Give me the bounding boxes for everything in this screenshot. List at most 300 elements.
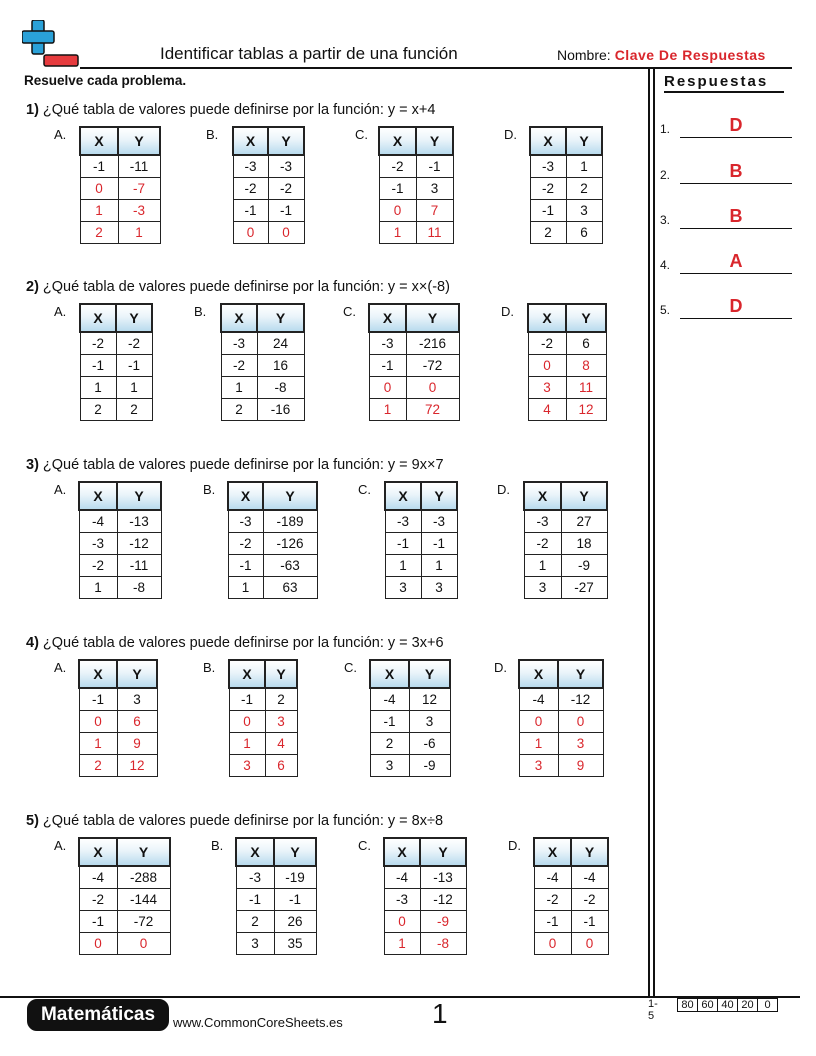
y-cell: 2 <box>116 399 152 421</box>
y-cell: -1 <box>268 200 304 222</box>
table-row <box>221 377 304 399</box>
x-cell: 3 <box>524 577 561 599</box>
answer-number: 1. <box>660 122 671 136</box>
question-text <box>26 635 444 651</box>
table-row <box>80 355 152 377</box>
x-cell: -4 <box>519 688 558 711</box>
table-row <box>221 399 304 421</box>
answer-value: D <box>729 296 743 316</box>
x-cell: -1 <box>379 178 416 200</box>
x-cell: -4 <box>79 510 117 533</box>
x-header: X <box>385 482 421 510</box>
value-table <box>78 837 171 955</box>
x-cell: -1 <box>233 200 268 222</box>
x-cell: 0 <box>384 911 420 933</box>
table-row <box>228 510 317 533</box>
table-row <box>384 866 466 889</box>
y-cell: -1 <box>274 889 316 911</box>
table-row <box>79 555 161 577</box>
x-cell: 0 <box>80 178 118 200</box>
answer-line <box>680 228 792 229</box>
option-label: A. <box>54 838 67 853</box>
x-cell: 1 <box>519 733 558 755</box>
y-cell: 11 <box>566 377 606 399</box>
option-label: C. <box>358 838 371 853</box>
answer-row <box>660 115 792 138</box>
y-cell: 1 <box>118 222 160 244</box>
x-cell: -2 <box>524 533 561 555</box>
option-label: D. <box>508 838 521 853</box>
y-cell: -2 <box>571 889 608 911</box>
x-cell: 1 <box>524 555 561 577</box>
question-text <box>26 813 443 829</box>
option-label: D. <box>504 127 517 142</box>
y-cell: -8 <box>257 377 304 399</box>
y-cell: 1 <box>566 155 602 178</box>
y-header: Y <box>571 838 608 866</box>
option-label: A. <box>54 660 67 675</box>
y-cell: 2 <box>566 178 602 200</box>
answer-number: 3. <box>660 213 671 227</box>
option-label: A. <box>54 482 67 497</box>
y-cell: 12 <box>117 755 157 777</box>
value-table <box>79 303 153 421</box>
question-number: 1) <box>26 102 39 118</box>
x-cell: -1 <box>534 911 571 933</box>
divider-line <box>653 68 655 996</box>
table-header-row <box>79 482 161 510</box>
y-cell: 3 <box>566 200 602 222</box>
table-row <box>236 866 316 889</box>
x-header: X <box>80 127 118 155</box>
table-header-row <box>221 304 304 332</box>
x-cell: -1 <box>228 555 263 577</box>
y-cell: 11 <box>416 222 453 244</box>
table-row <box>229 755 297 777</box>
option-label: D. <box>494 660 507 675</box>
x-cell: 2 <box>530 222 566 244</box>
answer-number: 4. <box>660 258 671 272</box>
x-header: X <box>229 660 265 688</box>
site-url: www.CommonCoreSheets.es <box>173 1015 343 1030</box>
table-row <box>519 755 603 777</box>
table-row <box>534 933 608 955</box>
table-row <box>379 200 453 222</box>
x-cell: -2 <box>221 355 257 377</box>
answer-number: 5. <box>660 303 671 317</box>
y-header: Y <box>117 482 161 510</box>
y-cell: -72 <box>117 911 170 933</box>
value-table <box>227 481 318 599</box>
x-cell: -4 <box>79 866 117 889</box>
table-row <box>385 577 457 599</box>
x-cell: -1 <box>385 533 421 555</box>
y-cell: 3 <box>421 577 457 599</box>
option-label: C. <box>355 127 368 142</box>
x-cell: 1 <box>384 933 420 955</box>
y-cell: 0 <box>406 377 459 399</box>
table-row <box>384 889 466 911</box>
x-header: X <box>530 127 566 155</box>
x-cell: 2 <box>221 399 257 421</box>
x-cell: -1 <box>80 355 116 377</box>
table-row <box>519 711 603 733</box>
x-cell: -4 <box>370 688 409 711</box>
y-cell: -63 <box>263 555 317 577</box>
x-cell: 1 <box>369 399 406 421</box>
answer-line <box>680 318 792 319</box>
y-cell: -189 <box>263 510 317 533</box>
x-header: X <box>369 304 406 332</box>
name-value: Clave De Respuestas <box>614 47 766 63</box>
question-number: 3) <box>26 457 39 473</box>
table-row <box>524 510 607 533</box>
question-number: 5) <box>26 813 39 829</box>
x-cell: -2 <box>79 889 117 911</box>
table-row <box>79 911 170 933</box>
x-cell: -3 <box>233 155 268 178</box>
y-cell: 8 <box>566 355 606 377</box>
question-text <box>26 102 435 118</box>
x-cell: -1 <box>79 911 117 933</box>
answer-number: 2. <box>660 168 671 182</box>
name-field <box>557 47 766 63</box>
table-row <box>229 688 297 711</box>
score-cell: 40 <box>717 999 737 1011</box>
x-header: X <box>80 304 116 332</box>
table-header-row <box>530 127 602 155</box>
table-row <box>384 933 466 955</box>
y-cell: -3 <box>118 200 160 222</box>
x-cell: -2 <box>79 555 117 577</box>
table-header-row <box>370 660 450 688</box>
table-row <box>233 155 304 178</box>
x-cell: -3 <box>385 510 421 533</box>
x-cell: -2 <box>80 332 116 355</box>
table-row <box>80 200 160 222</box>
table-row <box>385 533 457 555</box>
x-cell: 2 <box>80 222 118 244</box>
y-cell: -8 <box>420 933 466 955</box>
x-cell: -1 <box>530 200 566 222</box>
table-row <box>80 377 152 399</box>
x-cell: -2 <box>528 332 566 355</box>
y-cell: -11 <box>118 155 160 178</box>
score-cell: 0 <box>757 999 777 1011</box>
y-header: Y <box>274 838 316 866</box>
y-cell: -8 <box>117 577 161 599</box>
y-header: Y <box>257 304 304 332</box>
x-cell: -3 <box>79 533 117 555</box>
y-cell: 1 <box>116 377 152 399</box>
table-row <box>79 866 170 889</box>
table-header-row <box>379 127 453 155</box>
x-cell: -3 <box>530 155 566 178</box>
y-cell: 12 <box>409 688 450 711</box>
x-cell: -4 <box>384 866 420 889</box>
y-cell: -6 <box>409 733 450 755</box>
x-header: X <box>524 482 561 510</box>
y-cell: -126 <box>263 533 317 555</box>
y-cell: -13 <box>420 866 466 889</box>
x-cell: 3 <box>370 755 409 777</box>
x-cell: -3 <box>384 889 420 911</box>
table-row <box>524 555 607 577</box>
y-cell: 24 <box>257 332 304 355</box>
table-row <box>80 178 160 200</box>
y-cell: -1 <box>416 155 453 178</box>
x-cell: -3 <box>236 866 274 889</box>
table-row <box>79 688 157 711</box>
value-table <box>369 659 451 777</box>
question-text <box>26 457 444 473</box>
question-prompt: ¿Qué tabla de valores puede definirse por la función: y = 3x+6 <box>42 635 444 651</box>
y-cell: 0 <box>558 711 603 733</box>
table-row <box>385 555 457 577</box>
x-cell: -1 <box>79 688 117 711</box>
question-prompt: ¿Qué tabla de valores puede definirse por la función: y = 8x÷8 <box>42 813 444 829</box>
table-row <box>534 911 608 933</box>
x-cell: 3 <box>229 755 265 777</box>
y-cell: 63 <box>263 577 317 599</box>
x-header: X <box>528 304 566 332</box>
y-cell: 3 <box>558 733 603 755</box>
table-row <box>385 510 457 533</box>
table-row <box>233 200 304 222</box>
x-cell: -2 <box>530 178 566 200</box>
answer-value: D <box>729 115 743 135</box>
y-cell: -3 <box>421 510 457 533</box>
table-row <box>236 933 316 955</box>
x-cell: 1 <box>221 377 257 399</box>
y-header: Y <box>268 127 304 155</box>
table-row <box>79 755 157 777</box>
question-prompt: ¿Qué tabla de valores puede definirse por la función: y = x+4 <box>42 102 436 118</box>
table-row <box>530 222 602 244</box>
option-label: C. <box>343 304 356 319</box>
y-cell: -216 <box>406 332 459 355</box>
question-prompt: ¿Qué tabla de valores puede definirse por la función: y = x×(-8) <box>42 279 450 295</box>
y-cell: -27 <box>561 577 607 599</box>
table-header-row <box>233 127 304 155</box>
value-table <box>228 659 298 777</box>
answer-line <box>680 183 792 184</box>
y-cell: -288 <box>117 866 170 889</box>
table-row <box>528 399 606 421</box>
y-cell: 4 <box>265 733 297 755</box>
y-cell: 9 <box>558 755 603 777</box>
table-row <box>528 332 606 355</box>
table-row <box>233 178 304 200</box>
table-row <box>379 155 453 178</box>
table-row <box>80 332 152 355</box>
option-label: D. <box>501 304 514 319</box>
y-cell: -12 <box>420 889 466 911</box>
answer-row <box>660 251 792 274</box>
y-cell: -1 <box>421 533 457 555</box>
y-cell: 26 <box>274 911 316 933</box>
x-header: X <box>370 660 409 688</box>
x-cell: -3 <box>369 332 406 355</box>
x-cell: 0 <box>519 711 558 733</box>
x-cell: -4 <box>534 866 571 889</box>
y-cell: 6 <box>117 711 157 733</box>
x-cell: 1 <box>79 577 117 599</box>
y-cell: -4 <box>571 866 608 889</box>
table-row <box>79 510 161 533</box>
y-header: Y <box>416 127 453 155</box>
y-cell: 35 <box>274 933 316 955</box>
x-cell: 3 <box>385 577 421 599</box>
table-row <box>79 533 161 555</box>
answer-row <box>660 296 792 319</box>
table-header-row <box>229 660 297 688</box>
table-row <box>530 200 602 222</box>
answers-title: Respuestas <box>664 73 784 93</box>
x-header: X <box>233 127 268 155</box>
y-cell: 6 <box>566 222 602 244</box>
x-cell: -1 <box>236 889 274 911</box>
score-range-label: 1-5 <box>648 998 658 1022</box>
question-prompt: ¿Qué tabla de valores puede definirse por la función: y = 9x×7 <box>42 457 444 473</box>
x-cell: -2 <box>233 178 268 200</box>
x-cell: 2 <box>79 755 117 777</box>
table-row <box>369 399 459 421</box>
x-cell: 1 <box>229 733 265 755</box>
option-label: D. <box>497 482 510 497</box>
table-row <box>530 155 602 178</box>
y-cell: 7 <box>416 200 453 222</box>
table-row <box>236 911 316 933</box>
y-header: Y <box>566 127 602 155</box>
y-header: Y <box>558 660 603 688</box>
table-header-row <box>519 660 603 688</box>
value-table <box>368 303 460 421</box>
x-cell: 0 <box>379 200 416 222</box>
value-table <box>78 659 158 777</box>
y-cell: -13 <box>117 510 161 533</box>
value-table <box>79 126 161 244</box>
table-row <box>229 711 297 733</box>
y-cell: 1 <box>421 555 457 577</box>
option-label: B. <box>211 838 224 853</box>
y-header: Y <box>263 482 317 510</box>
option-label: B. <box>203 482 216 497</box>
x-cell: 2 <box>370 733 409 755</box>
y-header: Y <box>566 304 606 332</box>
table-header-row <box>524 482 607 510</box>
y-cell: 12 <box>566 399 606 421</box>
x-cell: 1 <box>80 377 116 399</box>
table-header-row <box>236 838 316 866</box>
value-table <box>220 303 305 421</box>
value-table <box>232 126 305 244</box>
x-cell: -2 <box>379 155 416 178</box>
table-row <box>384 911 466 933</box>
y-cell: -3 <box>268 155 304 178</box>
value-table <box>527 303 607 421</box>
plus-minus-logo-icon <box>22 20 80 68</box>
table-header-row <box>79 838 170 866</box>
table-row <box>369 332 459 355</box>
table-row <box>519 733 603 755</box>
y-cell: -144 <box>117 889 170 911</box>
table-row <box>228 533 317 555</box>
x-cell: 1 <box>80 200 118 222</box>
score-cell: 80 <box>681 999 694 1011</box>
y-header: Y <box>421 482 457 510</box>
x-cell: -1 <box>229 688 265 711</box>
x-cell: -1 <box>369 355 406 377</box>
value-table <box>383 837 467 955</box>
table-header-row <box>79 660 157 688</box>
y-cell: 9 <box>117 733 157 755</box>
table-header-row <box>534 838 608 866</box>
y-cell: -9 <box>420 911 466 933</box>
x-cell: 1 <box>79 733 117 755</box>
table-row <box>228 577 317 599</box>
y-header: Y <box>409 660 450 688</box>
answer-value: A <box>729 251 743 271</box>
score-cell: 60 <box>697 999 717 1011</box>
question-text <box>26 279 450 295</box>
table-row <box>379 222 453 244</box>
x-cell: 1 <box>385 555 421 577</box>
x-cell: 2 <box>80 399 116 421</box>
option-label: B. <box>194 304 207 319</box>
y-cell: 0 <box>571 933 608 955</box>
y-header: Y <box>420 838 466 866</box>
table-row <box>369 355 459 377</box>
table-row <box>221 332 304 355</box>
value-table <box>523 481 608 599</box>
y-cell: 2 <box>265 688 297 711</box>
y-cell: -11 <box>117 555 161 577</box>
y-cell: 3 <box>409 711 450 733</box>
y-cell: 3 <box>117 688 157 711</box>
table-row <box>79 711 157 733</box>
value-table <box>378 126 454 244</box>
table-header-row <box>369 304 459 332</box>
y-cell: -12 <box>117 533 161 555</box>
option-label: A. <box>54 127 67 142</box>
x-cell: 0 <box>534 933 571 955</box>
table-row <box>370 733 450 755</box>
x-cell: 3 <box>528 377 566 399</box>
page-number: 1 <box>432 998 448 1029</box>
table-row <box>233 222 304 244</box>
y-cell: -7 <box>118 178 160 200</box>
question-number: 2) <box>26 279 39 295</box>
option-label: C. <box>358 482 371 497</box>
y-cell: 0 <box>268 222 304 244</box>
table-row <box>370 688 450 711</box>
x-cell: 0 <box>233 222 268 244</box>
table-header-row <box>528 304 606 332</box>
instructions: Resuelve cada problema. <box>24 73 187 88</box>
table-row <box>534 889 608 911</box>
x-cell: -2 <box>534 889 571 911</box>
value-table <box>518 659 604 777</box>
x-cell: -3 <box>228 510 263 533</box>
x-header: X <box>534 838 571 866</box>
value-table <box>384 481 458 599</box>
answer-line <box>680 137 792 138</box>
x-cell: 0 <box>229 711 265 733</box>
y-header: Y <box>406 304 459 332</box>
y-header: Y <box>116 304 152 332</box>
table-row <box>79 577 161 599</box>
